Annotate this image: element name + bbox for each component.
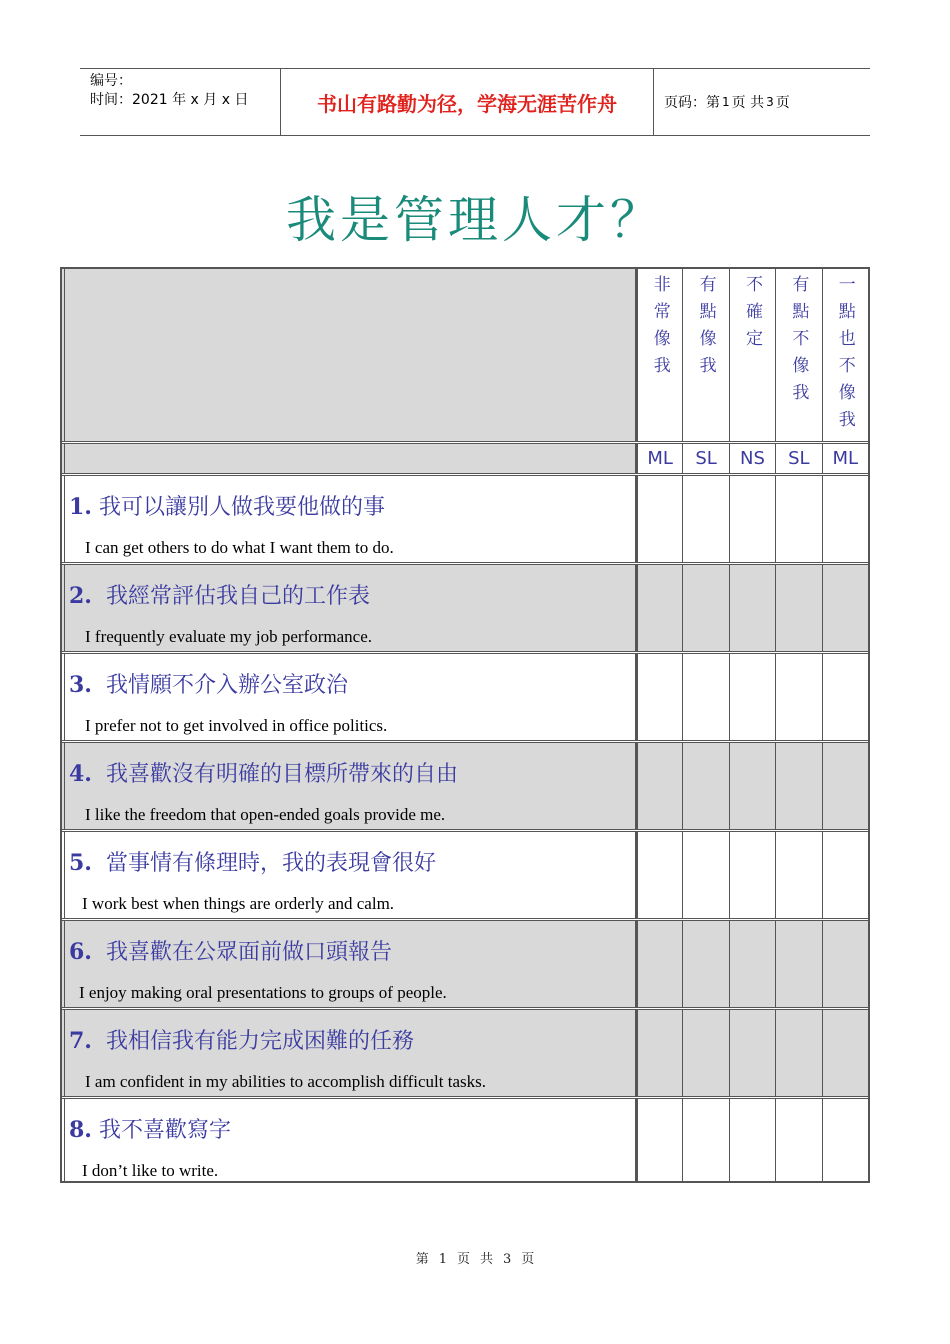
page-title: 我是管理人才？	[286, 191, 664, 249]
answer-cell[interactable]	[775, 1010, 821, 1096]
footer-text-f: 页	[521, 1252, 535, 1267]
answer-cell[interactable]	[822, 654, 868, 740]
column-header-5: 一點也不像我	[822, 269, 868, 441]
answer-cell[interactable]	[729, 476, 775, 562]
answer-cell[interactable]	[682, 654, 728, 740]
answer-cell[interactable]	[682, 476, 728, 562]
question-text-cn: 我情願不介入辦公室政治	[105, 673, 348, 698]
question-number: 5.	[69, 850, 92, 876]
answer-cell[interactable]	[636, 565, 682, 651]
abbreviation-row	[62, 444, 868, 473]
question-text-en: I don’t like to write.	[82, 1161, 219, 1180]
question-row-4	[62, 743, 868, 829]
page-suffix: 页	[775, 95, 790, 111]
question-text-cn: 我喜歡在公眾面前做口頭報告	[105, 940, 392, 965]
footer-page-total: 3	[503, 1252, 512, 1267]
abbr-2: SL	[682, 444, 728, 473]
answer-cell[interactable]	[775, 832, 821, 918]
answer-cell[interactable]	[775, 654, 821, 740]
header-motto: 书山有路勤为径，学海无涯苦作舟	[281, 69, 654, 135]
answer-cell[interactable]	[822, 743, 868, 829]
answer-cell[interactable]	[636, 743, 682, 829]
footer-text-a: 第	[415, 1252, 429, 1267]
question-text-en: I frequently evaluate my job performance.	[85, 627, 372, 646]
answer-cell[interactable]	[682, 1010, 728, 1096]
answer-cell[interactable]	[822, 1010, 868, 1096]
question-row-1	[62, 476, 868, 562]
question-text-en: I can get others to do what I want them to do.	[85, 538, 394, 557]
question-text-cn: 當事情有條理時，我的表現會很好	[105, 851, 436, 876]
question-number: 8.	[69, 1117, 92, 1143]
answer-cell[interactable]	[729, 921, 775, 1007]
column-header-3: 不確定	[729, 269, 775, 441]
question-text-cn: 我喜歡沒有明確的目標所帶來的自由	[105, 762, 458, 787]
abbr-1: ML	[636, 444, 682, 473]
question-row-6	[62, 921, 868, 1007]
question-text-en: I am confident in my abilities to accomplish difficult tasks.	[85, 1072, 486, 1091]
answer-cell[interactable]	[775, 565, 821, 651]
page-mid: 页 共	[731, 95, 765, 111]
footer-page-current: 1	[438, 1252, 447, 1267]
answer-cell[interactable]	[636, 1010, 682, 1096]
time-label: 时间：2021 年 x 月 x 日	[90, 92, 249, 108]
question-text-en: I prefer not to get involved in office politics.	[85, 716, 388, 735]
answer-cell[interactable]	[682, 921, 728, 1007]
question-text-en: I enjoy making oral presentations to groups of people.	[79, 983, 447, 1002]
question-text-en: I like the freedom that open-ended goals provide me.	[85, 805, 446, 824]
answer-cell[interactable]	[775, 743, 821, 829]
question-row-3	[62, 654, 868, 740]
page-total: 3	[766, 95, 774, 109]
answer-cell[interactable]	[729, 565, 775, 651]
answer-cell[interactable]	[729, 743, 775, 829]
page-current: 1	[722, 95, 730, 109]
page-prefix: 页码：第	[664, 95, 720, 111]
questionnaire-table	[60, 267, 870, 1183]
question-number: 6.	[69, 939, 92, 965]
question-text-cn: 我相信我有能力完成困難的任務	[105, 1029, 414, 1054]
question-number: 4.	[69, 761, 92, 787]
answer-cell[interactable]	[775, 476, 821, 562]
header-meta	[80, 69, 281, 135]
question-row-5	[62, 832, 868, 918]
answer-cell[interactable]	[822, 921, 868, 1007]
number-label: 编号：	[90, 73, 132, 89]
question-text-en: I work best when things are orderly and calm.	[82, 894, 395, 913]
footer-text-c: 页	[456, 1252, 470, 1267]
answer-cell[interactable]	[636, 921, 682, 1007]
answer-cell[interactable]	[682, 1099, 728, 1181]
page-footer	[0, 1248, 950, 1267]
abbr-3: NS	[729, 444, 775, 473]
column-header-2: 有點像我	[682, 269, 728, 441]
answer-cell[interactable]	[822, 832, 868, 918]
answer-cell[interactable]	[636, 1099, 682, 1181]
question-row-8	[62, 1099, 868, 1181]
question-number: 7.	[69, 1028, 92, 1054]
answer-cell[interactable]	[636, 476, 682, 562]
question-text-cn: 我不喜歡寫字	[98, 1118, 231, 1143]
answer-cell[interactable]	[775, 1099, 821, 1181]
header-blank-cell	[64, 269, 636, 441]
answer-cell[interactable]	[636, 654, 682, 740]
question-number: 1.	[69, 494, 92, 520]
question-number: 2.	[69, 583, 92, 609]
header-page-info	[654, 69, 870, 135]
question-text-cn: 我可以讓別人做我要他做的事	[98, 495, 385, 520]
answer-cell[interactable]	[729, 654, 775, 740]
answer-cell[interactable]	[682, 565, 728, 651]
column-header-row	[62, 269, 868, 441]
answer-cell[interactable]	[775, 921, 821, 1007]
answer-cell[interactable]	[729, 1010, 775, 1096]
answer-cell[interactable]	[822, 565, 868, 651]
document-header	[80, 68, 870, 136]
column-header-4: 有點不像我	[775, 269, 821, 441]
answer-cell[interactable]	[682, 832, 728, 918]
abbr-4: SL	[775, 444, 821, 473]
column-header-1: 非常像我	[636, 269, 682, 441]
question-number: 3.	[69, 672, 92, 698]
answer-cell[interactable]	[822, 1099, 868, 1181]
footer-text-d: 共	[480, 1252, 494, 1267]
abbr-5: ML	[822, 444, 868, 473]
question-text-cn: 我經常評估我自己的工作表	[105, 584, 370, 609]
answer-cell[interactable]	[729, 1099, 775, 1181]
question-row-7	[62, 1010, 868, 1096]
answer-cell[interactable]	[636, 832, 682, 918]
question-row-2	[62, 565, 868, 651]
answer-cell[interactable]	[729, 832, 775, 918]
answer-cell[interactable]	[822, 476, 868, 562]
answer-cell[interactable]	[682, 743, 728, 829]
